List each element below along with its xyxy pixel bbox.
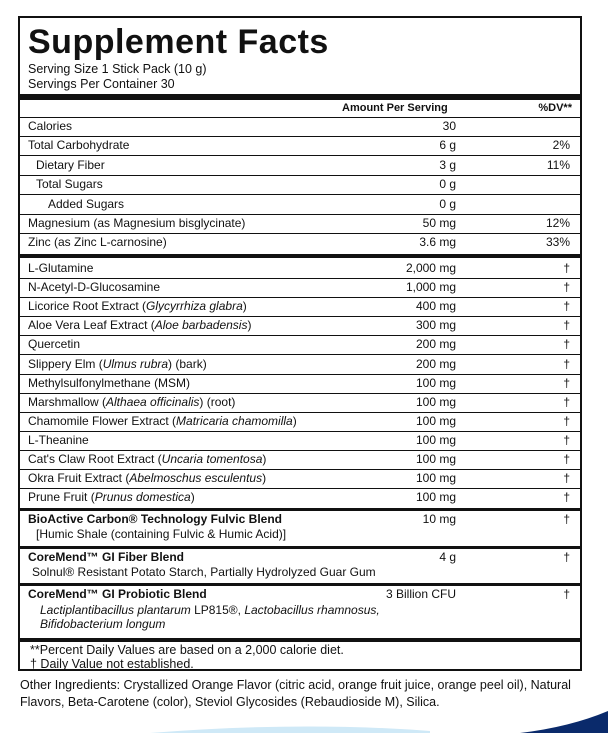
ingredient-row bbox=[20, 279, 580, 298]
ingredient-row bbox=[20, 356, 580, 375]
ingredient-row bbox=[20, 375, 580, 394]
ingredient-amount: 100 mg bbox=[415, 432, 456, 447]
ingredient-dv: † bbox=[563, 261, 570, 275]
nutrient-amount: 0 g bbox=[439, 177, 456, 192]
ingredient-amount: 200 mg bbox=[415, 356, 456, 371]
ingredient-name: Quercetin bbox=[28, 337, 81, 352]
nutrient-dv: 11% bbox=[546, 157, 570, 172]
blend-amount: 3 Billion CFU bbox=[385, 587, 456, 601]
ingredient-dv: † bbox=[563, 318, 570, 333]
blend-amount: 4 g bbox=[439, 550, 456, 564]
blend-dv: † bbox=[563, 512, 570, 526]
footnote-dv: **Percent Daily Values are based on a 2,000 calorie diet. bbox=[30, 643, 344, 657]
nutrient-name: Calories bbox=[28, 119, 73, 133]
nutrient-row bbox=[20, 157, 580, 176]
ingredient-dv: † bbox=[563, 432, 570, 447]
blend-probiotic bbox=[20, 586, 580, 638]
footer-rule bbox=[20, 638, 580, 642]
ingredient-amount: 100 mg bbox=[415, 413, 456, 428]
serving-size: Serving Size 1 Stick Pack (10 g) bbox=[28, 62, 207, 76]
ingredient-amount: 200 mg bbox=[415, 337, 456, 352]
ingredient-row bbox=[20, 413, 580, 432]
nutrient-row bbox=[20, 196, 580, 215]
ingredient-amount: 100 mg bbox=[415, 471, 456, 486]
section-rule bbox=[20, 254, 580, 258]
ingredient-name: Marshmallow (Althaea officinalis) (root) bbox=[28, 394, 236, 409]
ingredient-row bbox=[20, 336, 580, 355]
ingredient-amount: 100 mg bbox=[415, 375, 456, 390]
nutrient-dv: 2% bbox=[552, 138, 570, 153]
nutrient-name: Added Sugars bbox=[48, 196, 125, 211]
blend-fiber bbox=[20, 549, 580, 583]
ingredient-dv: † bbox=[563, 280, 570, 295]
dv-header: %DV** bbox=[538, 102, 572, 114]
ingredient-row bbox=[20, 489, 580, 507]
ingredient-name: N-Acetyl-D-Glucosamine bbox=[28, 280, 161, 295]
footnote-dagger: † Daily Value not established. bbox=[30, 657, 194, 671]
nutrient-row bbox=[20, 118, 580, 137]
ingredient-name: L-Glutamine bbox=[28, 261, 94, 275]
nutrient-amount: 3 g bbox=[439, 157, 456, 172]
swoosh-dark bbox=[520, 711, 608, 733]
nutrient-name: Total Carbohydrate bbox=[28, 138, 130, 153]
ingredient-dv: † bbox=[563, 490, 570, 505]
blend-name: BioActive Carbon® Technology Fulvic Blend bbox=[28, 512, 282, 526]
ingredient-name: L-Theanine bbox=[28, 432, 89, 447]
nutrient-row bbox=[20, 234, 580, 252]
nutrient-row bbox=[20, 176, 580, 195]
ingredient-dv: † bbox=[563, 413, 570, 428]
ingredient-amount: 100 mg bbox=[415, 452, 456, 466]
ingredient-row bbox=[20, 260, 580, 279]
ingredient-row bbox=[20, 317, 580, 336]
ingredient-row bbox=[20, 432, 580, 451]
blend-dv: † bbox=[563, 550, 570, 564]
blend-components: Solnul® Resistant Potato Starch, Partially Hydrolyzed Guar Gum bbox=[32, 565, 376, 579]
nutrient-amount: 0 g bbox=[439, 196, 456, 211]
ingredient-name: Slippery Elm (Ulmus rubra) (bark) bbox=[28, 356, 207, 371]
ingredient-name: Licorice Root Extract (Glycyrrhiza glabra) bbox=[28, 299, 247, 314]
ingredient-row bbox=[20, 451, 580, 470]
panel-title: Supplement Facts bbox=[28, 23, 329, 61]
ingredient-name: Cat's Claw Root Extract (Uncaria tomentosa) bbox=[28, 452, 267, 466]
nutrient-row bbox=[20, 215, 580, 234]
ingredient-name: Aloe Vera Leaf Extract (Aloe barbadensis) bbox=[28, 318, 252, 333]
ingredient-dv: † bbox=[563, 452, 570, 466]
ingredient-dv: † bbox=[563, 299, 570, 314]
blend-dv: † bbox=[563, 587, 570, 601]
ingredient-name: Okra Fruit Extract (Abelmoschus esculentus) bbox=[28, 471, 267, 486]
nutrient-row bbox=[20, 137, 580, 156]
ingredient-dv: † bbox=[563, 356, 570, 371]
nutrient-name: Dietary Fiber bbox=[36, 157, 105, 172]
ingredient-name: Methylsulfonylmethane (MSM) bbox=[28, 375, 191, 390]
blend-components-line1: Lactiplantibacillus plantarum LP815®, Lactobacillus rhamnosus, bbox=[40, 603, 380, 617]
ingredient-dv: † bbox=[563, 471, 570, 486]
nutrient-amount: 50 mg bbox=[422, 216, 456, 230]
ingredient-name: Chamomile Flower Extract (Matricaria chamomilla) bbox=[28, 413, 297, 428]
blend-amount: 10 mg bbox=[422, 512, 456, 526]
nutrient-name: Magnesium (as Magnesium bisglycinate) bbox=[28, 216, 246, 230]
thick-rule bbox=[20, 94, 580, 100]
servings-per-container: Servings Per Container 30 bbox=[28, 77, 175, 91]
ingredient-dv: † bbox=[563, 337, 570, 352]
other-ingredients: Other Ingredients: Crystallized Orange Flavor (citric acid, orange fruit juice, orange peel oil), Natural Flavors, Beta-Carotene (color), Steviol Glycosides (Rebaudioside M), Silica. bbox=[20, 678, 571, 709]
amount-header: Amount Per Serving bbox=[342, 102, 448, 114]
supplement-facts-panel bbox=[18, 16, 582, 671]
ingredient-amount: 300 mg bbox=[415, 318, 456, 333]
ingredient-name: Prune Fruit (Prunus domestica) bbox=[28, 490, 195, 505]
blend-components: [Humic Shale (containing Fulvic & Humic Acid)] bbox=[36, 527, 287, 541]
ingredient-row bbox=[20, 394, 580, 413]
ingredient-amount: 1,000 mg bbox=[405, 280, 456, 295]
ingredient-row bbox=[20, 298, 580, 317]
nutrient-amount: 6 g bbox=[439, 138, 456, 153]
ingredient-amount: 100 mg bbox=[415, 394, 456, 409]
nutrient-dv: 12% bbox=[545, 216, 570, 230]
nutrient-name: Zinc (as Zinc L-carnosine) bbox=[28, 235, 167, 250]
decorative-swoosh bbox=[0, 707, 608, 733]
blend-fulvic bbox=[20, 511, 580, 546]
blend-components-line2: Bifidobacterium longum bbox=[40, 617, 166, 631]
ingredient-amount: 2,000 mg bbox=[405, 261, 456, 275]
ingredient-amount: 400 mg bbox=[415, 299, 456, 314]
ingredient-amount: 100 mg bbox=[415, 490, 456, 505]
ingredient-row bbox=[20, 470, 580, 489]
nutrient-name: Total Sugars bbox=[36, 177, 103, 192]
nutrient-dv: 33% bbox=[545, 235, 570, 250]
ingredient-dv: † bbox=[563, 375, 570, 390]
blend-name: CoreMend™ GI Fiber Blend bbox=[28, 550, 185, 564]
nutrient-amount: 30 bbox=[442, 119, 456, 133]
blend-name: CoreMend™ GI Probiotic Blend bbox=[28, 587, 207, 601]
swoosh-light bbox=[150, 726, 430, 733]
nutrient-amount: 3.6 mg bbox=[419, 235, 456, 250]
ingredient-dv: † bbox=[563, 394, 570, 409]
